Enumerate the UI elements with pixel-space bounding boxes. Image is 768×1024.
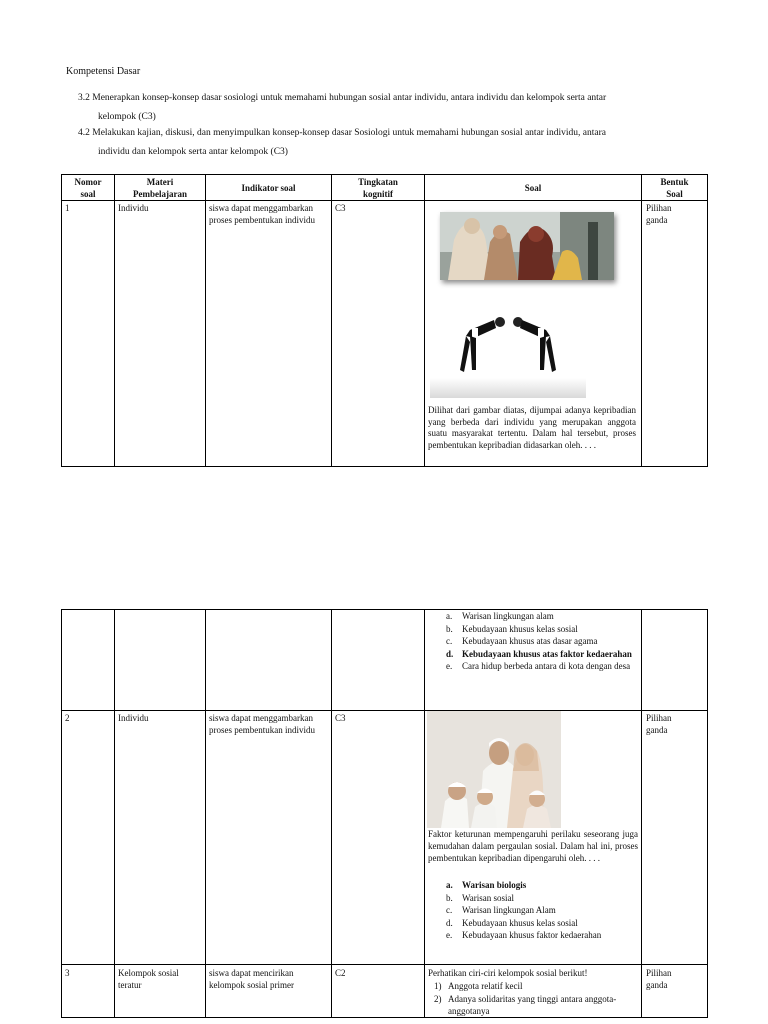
kd-text-cont: kelompok (C3): [98, 112, 156, 122]
header-materi: Materi Pembelajaran: [133, 177, 187, 199]
row3-question-intro: Perhatikan ciri-ciri kelompok sosial berikut!: [428, 968, 588, 978]
row2-number: 2: [65, 713, 70, 723]
row1-option-b: b. Kebudayaan khusus kelas sosial: [446, 623, 578, 634]
row2-option-e: e. Kebudayaan khusus faktor kedaerahan: [446, 930, 602, 940]
header-soal: Soal: [524, 183, 542, 193]
row1-option-e: e. Cara hidup berbeda antara di kota dengan desa: [446, 661, 631, 671]
row2-options: [428, 879, 638, 942]
photo-greeting-family: [440, 212, 614, 280]
row3-items: [428, 980, 638, 1018]
row2-option-d: d. Kebudayaan khusus kelas sosial: [446, 917, 578, 928]
kd-item-3-2: [78, 89, 702, 127]
row2-question-text: Faktor keturunan mempengaruhi perilaku seseorang juga kemudahan dalam pergaulan sosial. Dalam hal ini, proses pembentukan kepribadian dipengaruhi oleh. . . .: [428, 829, 638, 863]
kd-number: 4.2: [78, 128, 90, 138]
row1-materi: Individu: [118, 203, 149, 213]
row2-kognitif: C3: [335, 713, 346, 723]
row2-indikator: siswa dapat menggambarkan proses pembentukan individu: [209, 713, 315, 735]
row1-number: 1: [65, 203, 70, 213]
row1-option-c: c. Kebudayaan khusus atas dasar agama: [446, 636, 598, 646]
row2-materi: Individu: [118, 713, 149, 723]
header-nomor-soal: Nomor soal: [74, 177, 102, 199]
row3-number: 3: [65, 968, 70, 978]
row3-item-2: 2) Adanya solidaritas yang tinggi antara anggota-anggotanya: [434, 993, 617, 1016]
row1-bentuk: Pilihan ganda: [646, 203, 672, 225]
row3-item-1: 1) Anggota relatif kecil: [434, 981, 523, 991]
row2-option-c: c. Warisan lingkungan Alam: [446, 905, 556, 915]
row2-bentuk: Pilihan ganda: [646, 713, 672, 735]
header-indikator: Indikator soal: [241, 183, 296, 193]
row1-kognitif: C3: [335, 203, 346, 213]
row3-indikator: siswa dapat mencirikan kelompok sosial primer: [209, 968, 294, 990]
photo-bowing-men: [430, 306, 586, 398]
row2-option-b: b. Warisan sosial: [446, 892, 515, 903]
kd-text: Melakukan kajian, diskusi, dan menyimpulkan konsep-konsep dasar Sosiologi untuk memahami hubungan sosial antar individu, antara: [92, 128, 606, 138]
kd-number: 3.2: [78, 93, 90, 103]
row3-kognitif: C2: [335, 968, 346, 978]
kd-text: Menerapkan konsep-konsep dasar sosiologi untuk memahami hubungan sosial antar individu, antara individu dan kelompok serta antar: [92, 93, 607, 103]
kompetensi-title: Kompetensi Dasar: [66, 66, 141, 77]
row2-option-a: a. Warisan biologis: [446, 880, 527, 890]
row1-option-a: a. Warisan lingkungan alam: [446, 611, 554, 621]
row1-option-d: d. Kebudayaan khusus atas faktor kedaerahan: [446, 648, 632, 659]
kd-item-4-2: [78, 124, 702, 162]
row3-bentuk: Pilihan ganda: [646, 968, 672, 990]
row3-materi: Kelompok sosial teratur: [118, 968, 179, 990]
kd-text-cont: individu dan kelompok serta antar kelompok (C3): [98, 147, 288, 157]
row1-question-text: Dilihat dari gambar diatas, dijumpai adanya kepribadian yang berbeda dari individu yang merupakan anggota suatu masyarakat tertentu. Dalam hal tersebut, proses pembentukan kepribadian didasarkan oleh. . . .: [428, 405, 636, 450]
row1-options: [428, 610, 638, 673]
row1-indikator: siswa dapat menggambarkan proses pembentukan individu: [209, 203, 315, 225]
photo-family: [427, 711, 561, 828]
header-bentuk: Bentuk Soal: [660, 177, 689, 199]
header-tingkatan: Tingkatan kognitif: [358, 177, 398, 199]
